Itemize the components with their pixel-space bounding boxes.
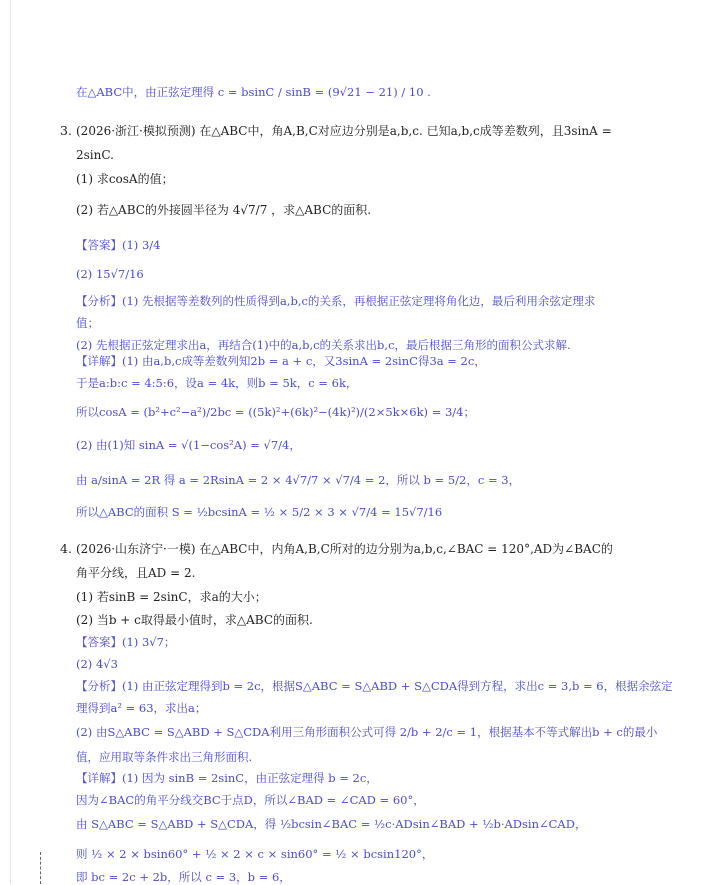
problem-stem: 角平分线，且AD = 2. [76, 566, 196, 580]
problem-stem: (2026·山东济宁·一模) 在△ABC中，内角A,B,C所对的边分别为a,b,c,∠BAC = 120°,AD为∠BAC的 [76, 542, 613, 556]
detail-line: 所以cosA = (b²+c²−a²)/2bc = ((5k)²+(6k)²−(4k)²)/(2×5k×6k) = 3/4； [76, 405, 476, 419]
answer-line: (2) 4√3 [76, 657, 118, 671]
detail-line: 因为∠BAC的角平分线交BC于点D，所以∠BAD = ∠CAD = 60°， [76, 793, 425, 807]
detail-line: 则 ½ × 2 × bsin60° + ½ × 2 × c × sin60° = ½ × bcsin120°， [76, 847, 434, 861]
question-1: (1) 求cosA的值； [76, 172, 174, 186]
question-1: (1) 若sinB = 2sinC，求a的大小； [76, 590, 267, 604]
problem-stem: (2026·浙江·模拟预测) 在△ABC中，角A,B,C对应边分别是a,b,c. 已知a,b,c成等差数列，且3sinA = [76, 124, 612, 138]
problem-number: 3. [60, 123, 72, 138]
question-2: (2) 当b + c取得最小值时，求△ABC的面积. [76, 613, 313, 627]
answer-line: 【答案】(1) 3/4 [76, 238, 161, 252]
answer-line: 【答案】(1) 3√7； [76, 635, 176, 649]
page-left-border [10, 0, 11, 884]
analysis-line: (2) 由S△ABC = S△ABD + S△CDA利用三角形面积公式可得 2/b + 2/c = 1，根据基本不等式解出b + c的最小 [76, 725, 658, 739]
answer-line: (2) 15√7/16 [76, 267, 144, 281]
solution-line: 在△ABC中，由正弦定理得 c = bsinC / sinB = (9√21 − 21) / 10 . [76, 85, 431, 99]
detail-line: 【详解】(1) 由a,b,c成等差数列知2b = a + c，又3sinA = 2sinC得3a = 2c， [76, 354, 486, 368]
detail-line: (2) 由(1)知 sinA = √(1−cos²A) = √7/4， [76, 438, 301, 452]
problem-stem: 2sinC. [76, 148, 114, 162]
analysis-line: (2) 先根据正弦定理求出a，再结合(1)中的a,b,c的关系求出b,c，最后根据三角形的面积公式求解. [76, 338, 571, 352]
detail-line: 由 a/sinA = 2R 得 a = 2RsinA = 2 × 4√7/7 × √7/4 = 2，所以 b = 5/2，c = 3， [76, 473, 521, 487]
analysis-line: 【分析】(1) 先根据等差数列的性质得到a,b,c的关系，再根据正弦定理将角化边，最后利用余弦定理求 [76, 294, 596, 308]
analysis-line: 理得到a² = 63，求出a； [76, 701, 207, 715]
detail-line: 于是a:b:c = 4:5:6，设a = 4k，则b = 5k，c = 6k， [76, 376, 358, 390]
question-2: (2) 若△ABC的外接圆半径为 4√7/7 ，求△ABC的面积. [76, 203, 372, 217]
binding-dash-line [40, 852, 41, 884]
problem-number: 4. [60, 541, 72, 556]
detail-line: 即 bc = 2c + 2b，所以 c = 3，b = 6， [76, 870, 291, 884]
detail-line: 所以△ABC的面积 S = ½bcsinA = ½ × 5/2 × 3 × √7/4 = 15√7/16 [76, 505, 443, 519]
analysis-line: 值； [76, 316, 99, 330]
analysis-line: 【分析】(1) 由正弦定理得到b = 2c，根据S△ABC = S△ABD + S△CDA得到方程，求出c = 3,b = 6，根据余弦定 [76, 679, 673, 693]
detail-line: 【详解】(1) 因为 sinB = 2sinC，由正弦定理得 b = 2c， [76, 771, 378, 785]
detail-line: 由 S△ABC = S△ABD + S△CDA，得 ½bcsin∠BAC = ½c·ADsin∠BAD + ½b·ADsin∠CAD， [76, 817, 587, 831]
analysis-line: 值，应用取等条件求出三角形面积. [76, 750, 253, 764]
